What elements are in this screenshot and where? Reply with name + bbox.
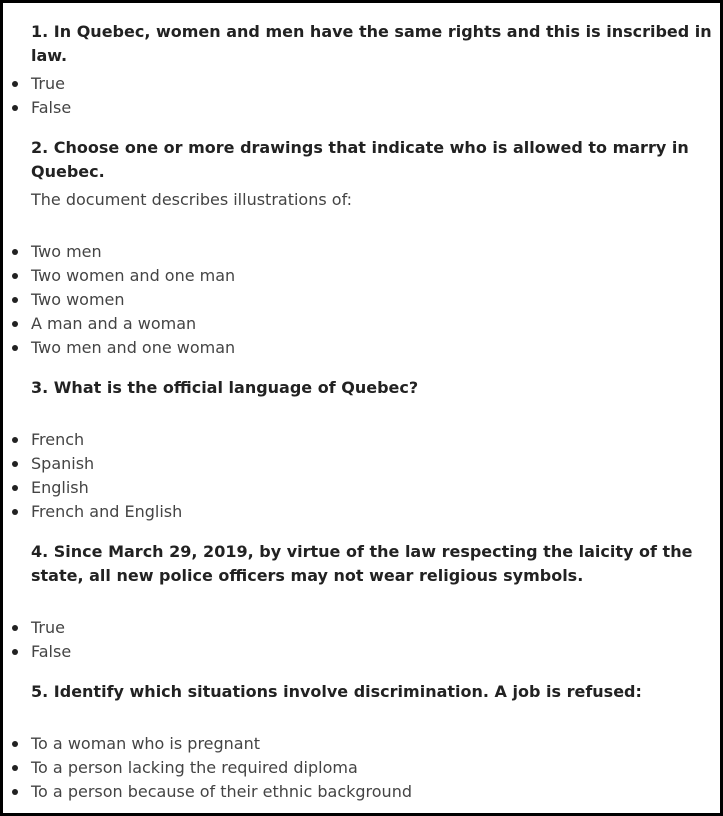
- option-label: Two women and one man: [31, 266, 236, 285]
- option-true[interactable]: [3, 72, 71, 96]
- option-french-and-english[interactable]: [3, 500, 182, 524]
- bullet-icon: [12, 765, 18, 771]
- question-1-text: 1. In Quebec, women and men have the same rights and this is inscribed in law.: [31, 22, 712, 65]
- question-5-options: [3, 732, 412, 804]
- option-lacking-diploma[interactable]: [3, 756, 412, 780]
- option-label: French: [31, 430, 85, 449]
- bullet-icon: [12, 297, 18, 303]
- option-label: True: [31, 618, 65, 637]
- option-label: False: [31, 642, 72, 661]
- question-4-text: 4. Since March 29, 2019, by virtue of the law respecting the laicity of the state, all new police officers may not wear religious symbols.: [31, 542, 693, 585]
- option-label: French and English: [31, 502, 183, 521]
- option-false[interactable]: [3, 640, 71, 664]
- option-label: Spanish: [31, 454, 95, 473]
- option-two-men-one-woman[interactable]: [3, 336, 235, 360]
- option-two-men[interactable]: [3, 240, 235, 264]
- option-label: A man and a woman: [31, 314, 197, 333]
- option-spanish[interactable]: [3, 452, 182, 476]
- bullet-icon: [12, 789, 18, 795]
- option-false[interactable]: [3, 96, 71, 120]
- question-3-options: [3, 428, 182, 524]
- bullet-icon: [12, 273, 18, 279]
- option-man-and-woman[interactable]: [3, 312, 235, 336]
- bullet-icon: [12, 321, 18, 327]
- question-3-text: 3. What is the official language of Quebec?: [31, 378, 419, 397]
- option-true[interactable]: [3, 616, 71, 640]
- question-2-intro: The document describes illustrations of:: [31, 190, 353, 209]
- option-label: To a person because of their ethnic background: [31, 782, 412, 801]
- bullet-icon: [12, 81, 18, 87]
- option-label: Two women: [31, 290, 125, 309]
- bullet-icon: [12, 649, 18, 655]
- option-ethnic-background[interactable]: [3, 780, 412, 804]
- option-label: False: [31, 98, 72, 117]
- option-label: Two men: [31, 242, 102, 261]
- option-label: Two men and one woman: [31, 338, 236, 357]
- bullet-icon: [12, 345, 18, 351]
- option-pregnant-woman[interactable]: [3, 732, 412, 756]
- bullet-icon: [12, 741, 18, 747]
- bullet-icon: [12, 485, 18, 491]
- question-2-text: 2. Choose one or more drawings that indicate who is allowed to marry in Quebec.: [31, 138, 689, 181]
- bullet-icon: [12, 105, 18, 111]
- option-label: To a person lacking the required diploma: [31, 758, 358, 777]
- bullet-icon: [12, 461, 18, 467]
- bullet-icon: [12, 249, 18, 255]
- option-two-women[interactable]: [3, 288, 235, 312]
- bullet-icon: [12, 509, 18, 515]
- option-label: True: [31, 74, 65, 93]
- question-4-options: [3, 616, 71, 664]
- bullet-icon: [12, 437, 18, 443]
- option-english[interactable]: [3, 476, 182, 500]
- option-label: To a woman who is pregnant: [31, 734, 261, 753]
- option-label: English: [31, 478, 89, 497]
- question-2-options: [3, 240, 235, 360]
- option-two-women-one-man[interactable]: [3, 264, 235, 288]
- option-french[interactable]: [3, 428, 182, 452]
- question-5-text: 5. Identify which situations involve discrimination. A job is refused:: [31, 682, 642, 701]
- question-1-options: [3, 72, 71, 120]
- bullet-icon: [12, 625, 18, 631]
